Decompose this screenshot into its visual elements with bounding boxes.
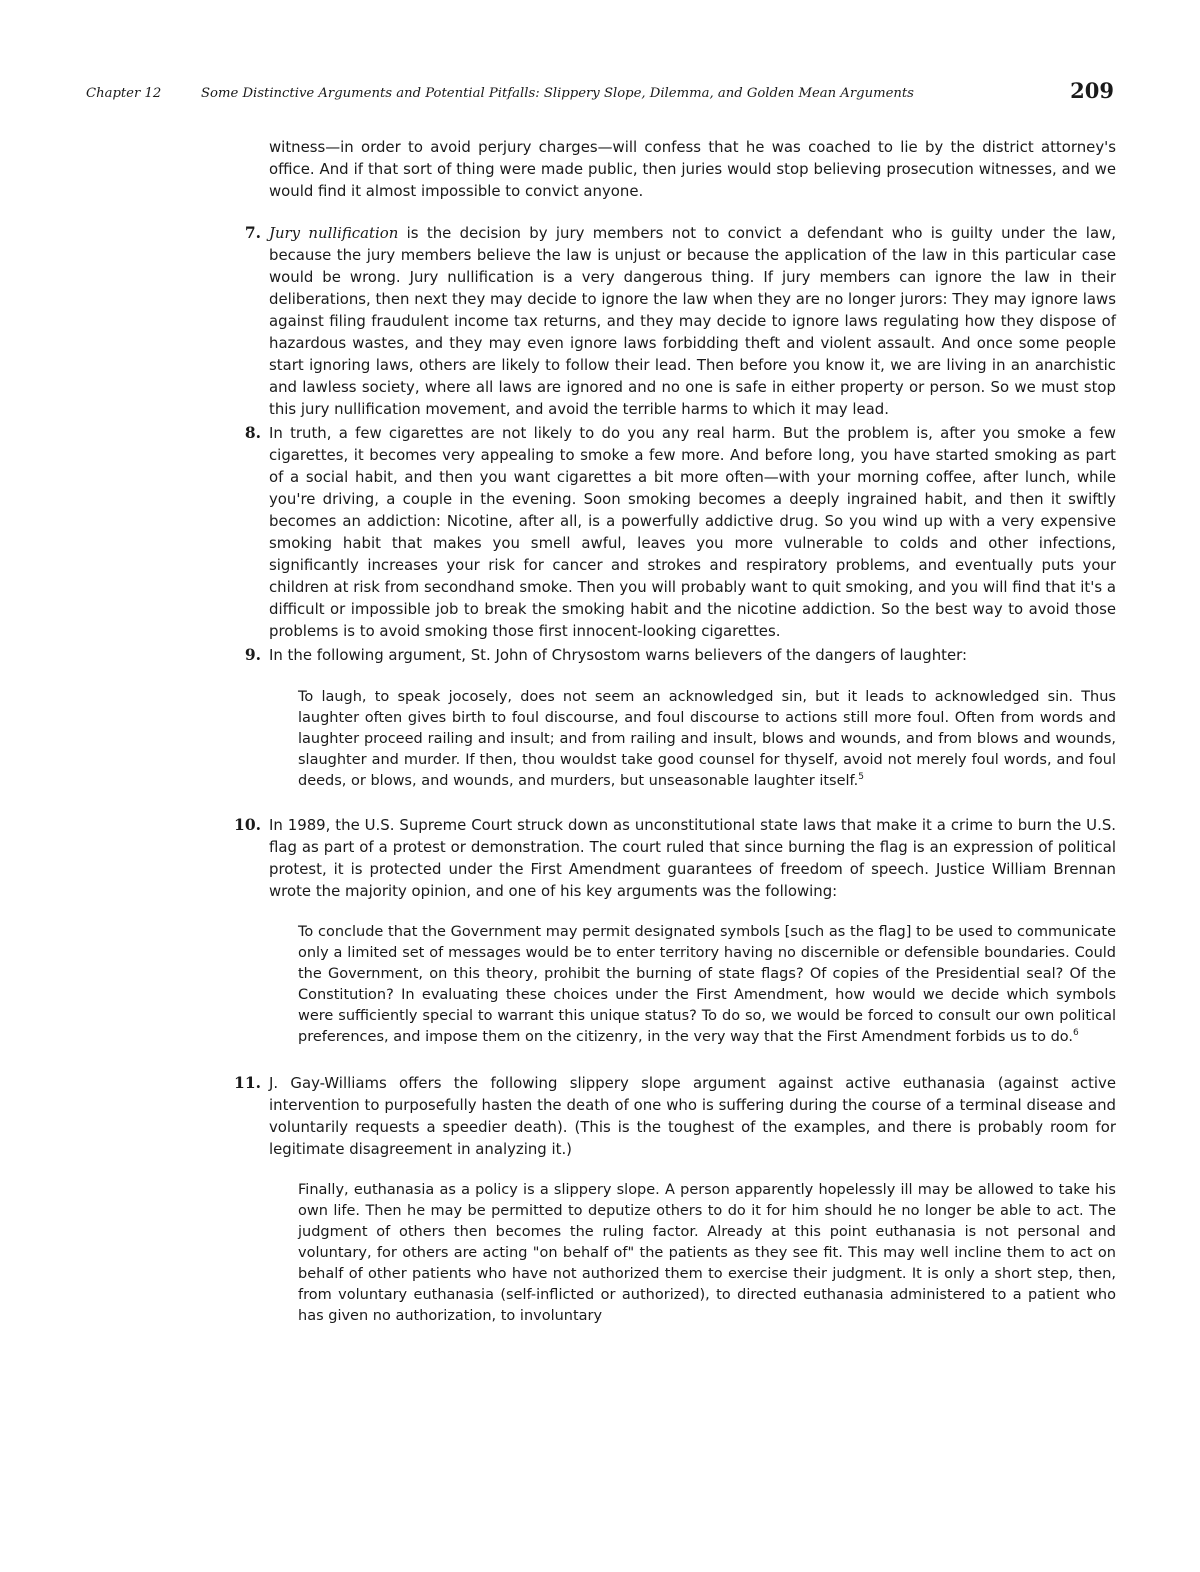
exercise-item-11 bbox=[228, 1072, 1116, 1327]
quote-text: To conclude that the Government may permit designated symbols [such as the flag] to be used to communicate only a limited set of messages would be to enter territory having no discernible or defensible boundaries. Could the Government, on this theory, prohibit the burning of state flags? Of copies of the Presidential seal? Of the Constitution? In evaluating these choices under the First Amendment, how would we decide which symbols were sufficiently special to warrant this unique status? To do so, we would be forced to consult our own political preferences, and impose them on the citizenry, in the very way that the First Amendment forbids us to do. bbox=[298, 924, 1116, 1045]
item-number: 11. bbox=[234, 1073, 261, 1092]
quote-text: To laugh, to speak jocosely, does not seem an acknowledged sin, but it leads to acknowledged sin. Thus laughter often gives birth to foul discourse, and foul discourse to actions still more foul. Often from words and laughter proceed railing and insult; and from railing and insult, blows and wounds, and from blows and wounds, slaughter and murder. If then, thou wouldst take good counsel for thyself, avoid not merely foul words, and foul deeds, or blows, and wounds, and murders, but unseasonable laughter itself. bbox=[298, 689, 1116, 789]
item-number: 9. bbox=[244, 645, 261, 664]
item-number: 10. bbox=[234, 815, 261, 834]
item-term: Jury nullification bbox=[269, 224, 399, 242]
exercise-item-10 bbox=[228, 814, 1116, 1048]
block-quote bbox=[298, 922, 1116, 1048]
footnote-marker: 5 bbox=[858, 772, 864, 783]
item-text: In truth, a few cigarettes are not likely to do you any real harm. But the problem is, after you smoke a few cigarettes, it becomes very appealing to smoke a few more. And before long, you have started smoking as part of a social habit, and then you want cigarettes a bit more often—with your morning coffee, after lunch, while you're driving, a couple in the evening. Soon smoking becomes a deeply ingrained habit, and then it swiftly becomes an addiction: Nicotine, after all, is a powerfully addictive drug. So you wind up with a very expensive smoking habit that makes you smell awful, leaves you more vulnerable to colds and other infections, significantly increases your risk for cancer and strokes and respiratory problems, and eventually puts your children at risk from secondhand smoke. Then you will probably want to quit smoking, and you will find that it's a difficult or impossible job to break the smoking habit and the nicotine addiction. So the best way to avoid those problems is to avoid smoking those first innocent-looking cigarettes. bbox=[269, 424, 1116, 640]
item-number: 7. bbox=[244, 223, 261, 242]
chapter-label: Chapter 12 bbox=[86, 86, 162, 101]
item-number: 8. bbox=[244, 423, 261, 442]
footnote-marker: 6 bbox=[1073, 1028, 1079, 1039]
continued-paragraph: witness—in order to avoid perjury charges—will confess that he was coached to lie by the district attorney's office. And if that sort of thing were made public, then juries would stop believing prosecution witnesses, and we would find it almost impossible to convict anyone. bbox=[269, 138, 1116, 200]
running-header bbox=[86, 80, 1114, 108]
page-number: 209 bbox=[1070, 78, 1114, 103]
chapter-title: Some Distinctive Arguments and Potential Pitfalls: Slippery Slope, Dilemma, and Golden Mean Arguments bbox=[201, 86, 914, 101]
item-text: In 1989, the U.S. Supreme Court struck down as unconstitutional state laws that make it a crime to burn the U.S. flag as part of a protest or demonstration. The court ruled that since burning the flag is an expression of political protest, it is protected under the First Amendment guarantees of freedom of speech. Justice William Brennan wrote the majority opinion, and one of his key arguments was the following: bbox=[269, 816, 1116, 900]
block-quote bbox=[298, 687, 1116, 792]
exercise-item-8 bbox=[228, 422, 1116, 642]
item-text: In the following argument, St. John of Chrysostom warns believers of the dangers of laughter: bbox=[269, 646, 968, 664]
item-text bbox=[269, 222, 1116, 420]
block-quote: Finally, euthanasia as a policy is a slippery slope. A person apparently hopelessly ill may be allowed to take his own life. Then he may be permitted to deputize others to do it for him should he no longer be able to act. The judgment of others then becomes the ruling factor. Already at this point euthanasia is not personal and voluntary, for others are acting "on behalf of" the patients as they see fit. This may well incline them to act on behalf of other patients who have not authorized them to exercise their judgment. It is only a short step, then, from voluntary euthanasia (self-inflicted or authorized), to directed euthanasia administered to a patient who has given no authorization, to involuntary bbox=[298, 1182, 1116, 1324]
exercise-item-7 bbox=[228, 222, 1116, 420]
exercise-item-9 bbox=[228, 644, 1116, 792]
item-text: J. Gay-Williams offers the following slippery slope argument against active euthanasia (against active intervention to purposefully hasten the death of one who is suffering during the course of a terminal disease and voluntarily requests a speedier death). (This is the toughest of the examples, and there is probably room for legitimate disagreement in analyzing it.) bbox=[269, 1074, 1116, 1158]
page-body bbox=[228, 136, 1116, 1342]
item-body: is the decision by jury members not to convict a defendant who is guilty under the law, because the jury members believe the law is unjust or because the application of the law in this particular case would be wrong. Jury nullification is a very dangerous thing. If jury members can ignore the law in their deliberations, then next they may decide to ignore the law when they are no longer jurors: They may ignore laws against filing fraudulent income tax returns, and they may decide to ignore laws regulating how they dispose of hazardous wastes, and they may even ignore laws forbidding theft and violent assault. And once some people start ignoring laws, others are likely to follow their lead. Then before you know it, we are living in an anarchistic and lawless society, where all laws are ignored and no one is safe in either property or person. So we must stop this jury nullification movement, and avoid the terrible harms to which it may lead. bbox=[269, 224, 1116, 418]
